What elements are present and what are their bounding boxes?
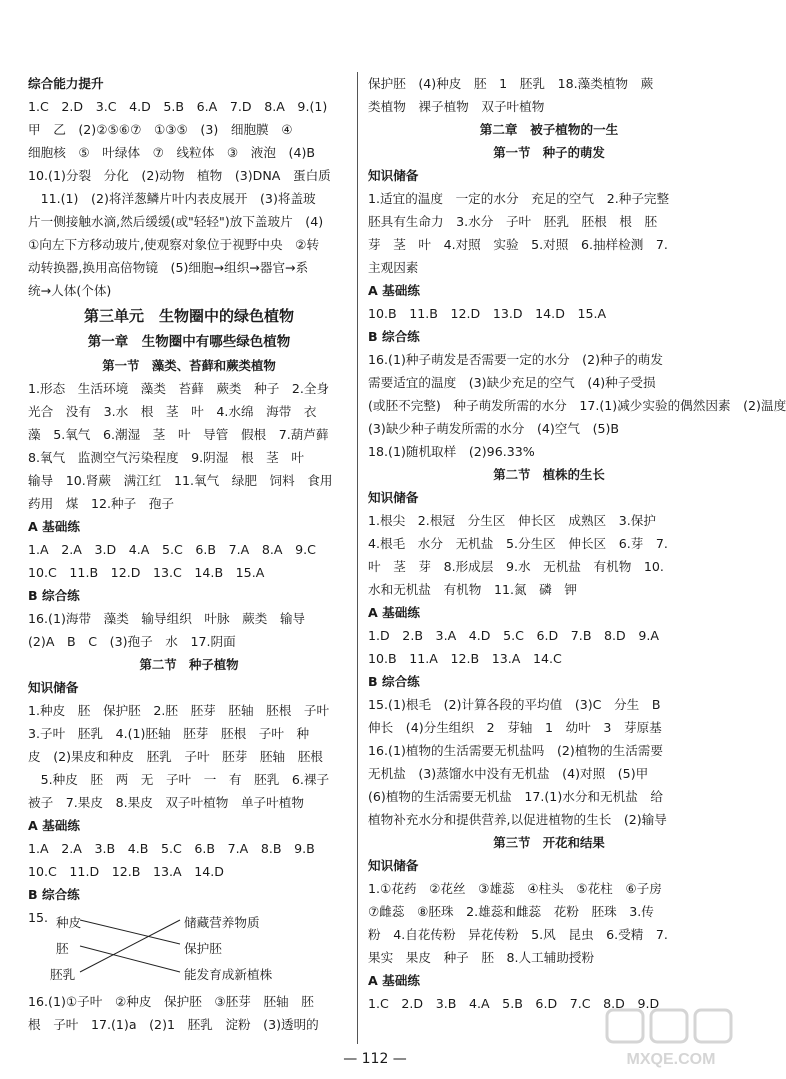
match-left-item: 胚乳 <box>50 967 76 982</box>
heading-knowledge: 知识储备 <box>28 680 79 695</box>
text-line: 动转换器,换用高倍物镜 (5)细胞→组织→器官→系 <box>28 260 309 275</box>
text-line: 1.C 2.D 3.B 4.A 5.B 6.D 7.C 8.D 9.D <box>368 996 660 1011</box>
text-line: 16.(1)植物的生活需要无机盐吗 (2)植物的生活需要 <box>368 743 663 758</box>
text-line: 皮 (2)果皮和种皮 胚乳 子叶 胚芽 胚轴 胚根 <box>28 749 323 764</box>
question-number: 15. <box>28 910 49 925</box>
text-line: 保护胚 (4)种皮 胚 1 胚乳 18.藻类植物 蕨 <box>368 76 654 91</box>
section-title: 第二节 植株的生长 <box>493 467 605 482</box>
right-column <box>368 72 786 1015</box>
heading-integrated-practice: B 综合练 <box>28 588 80 603</box>
match-left-item: 胚 <box>56 941 69 956</box>
text-line: (3)缺少种子萌发所需的水分 (4)空气 (5)B <box>368 421 620 436</box>
text-line: 细胞核 ⑤ 叶绿体 ⑦ 线粒体 ③ 液泡 (4)B <box>28 145 316 160</box>
heading-basic-practice: A 基础练 <box>368 973 420 988</box>
section-title: 第一节 藻类、苔藓和蕨类植物 <box>102 358 276 373</box>
left-column <box>28 72 350 1036</box>
text-line: 芽 茎 叶 4.对照 实验 5.对照 6.抽样检测 7. <box>368 237 668 252</box>
text-line: 水和无机盐 有机物 11.氮 磷 钾 <box>368 582 577 597</box>
text-line: 1.形态 生活环境 藻类 苔藓 蕨类 种子 2.全身 <box>28 381 330 396</box>
match-right-item: 储藏营养物质 <box>184 915 260 930</box>
match-line <box>80 920 180 972</box>
text-line: 胚具有生命力 3.水分 子叶 胚乳 胚根 根 胚 <box>368 214 658 229</box>
heading-comprehensive: 综合能力提升 <box>28 76 104 91</box>
page-number: — 112 — <box>343 1051 407 1067</box>
match-right-item: 能发育成新植株 <box>184 967 273 982</box>
text-line: 16.(1)①子叶 ②种皮 保护胚 ③胚芽 胚轴 胚 <box>28 994 314 1009</box>
text-line: 10.B 11.B 12.D 13.D 14.D 15.A <box>368 306 607 321</box>
text-line: 1.C 2.D 3.C 4.D 5.B 6.A 7.D 8.A 9.(1) <box>28 99 328 114</box>
text-line: 伸长 (4)分生组织 2 芽轴 1 幼叶 3 芽原基 <box>368 720 662 735</box>
text-line: 粉 4.自花传粉 异花传粉 5.风 昆虫 6.受精 7. <box>368 927 668 942</box>
heading-integrated-practice: B 综合练 <box>368 674 420 689</box>
text-line: 10.C 11.B 12.D 13.C 14.B 15.A <box>28 565 265 580</box>
chapter-title: 第一章 生物圈中有哪些绿色植物 <box>87 334 291 350</box>
text-line: 药用 煤 12.种子 孢子 <box>28 496 174 511</box>
text-line: ⑦雌蕊 ⑧胚珠 2.雄蕊和雌蕊 花粉 胚珠 3.传 <box>368 904 654 919</box>
text-line: 8.氧气 监测空气污染程度 9.阴湿 根 茎 叶 <box>28 450 304 465</box>
text-line: 果实 果皮 种子 胚 8.人工辅助授粉 <box>368 950 595 965</box>
text-line: 主观因素 <box>368 260 419 275</box>
text-line: 片一侧接触水滴,然后缓缓(或"轻轻")放下盖玻片 (4) <box>28 214 324 229</box>
unit-title: 第三单元 生物圈中的绿色植物 <box>83 307 294 325</box>
text-line: 统→人体(个体) <box>28 283 112 298</box>
text-line: 16.(1)种子萌发是否需要一定的水分 (2)种子的萌发 <box>368 352 663 367</box>
text-line: (2)A B C (3)孢子 水 17.阴面 <box>28 634 236 649</box>
match-left-item: 种皮 <box>56 915 82 930</box>
text-line: 无机盐 (3)蒸馏水中没有无机盐 (4)对照 (5)甲 <box>368 766 649 781</box>
match-line <box>80 946 180 972</box>
text-line: 16.(1)海带 藻类 输导组织 叶脉 蕨类 输导 <box>28 611 306 626</box>
text-line: 需要适宜的温度 (3)缺少充足的空气 (4)种子受损 <box>368 375 656 390</box>
text-line: 被子 7.果皮 8.果皮 双子叶植物 单子叶植物 <box>28 795 304 810</box>
column-divider <box>357 72 358 1044</box>
text-line: 光合 没有 3.水 根 茎 叶 4.水绵 海带 衣 <box>28 404 317 419</box>
text-line: (或胚不完整) 种子萌发所需的水分 17.(1)减少实验的偶然因素 (2)温度 <box>368 398 786 413</box>
text-line: 1.D 2.B 3.A 4.D 5.C 6.D 7.B 8.D 9.A <box>368 628 659 643</box>
heading-basic-practice: A 基础练 <box>368 283 420 298</box>
text-line: ①向左下方移动玻片,使观察对象位于视野中央 ②转 <box>28 237 320 252</box>
match-line <box>80 920 180 944</box>
heading-knowledge: 知识储备 <box>368 858 419 873</box>
answers-block-2 <box>28 377 350 515</box>
text-line: 1.A 2.A 3.D 4.A 5.C 6.B 7.A 8.A 9.C <box>28 542 316 557</box>
text-line: 4.根毛 水分 无机盐 5.分生区 伸长区 6.芽 7. <box>368 536 668 551</box>
text-line: 甲 乙 (2)②⑤⑥⑦ ①③⑤ (3) 细胞膜 ④ <box>28 122 293 137</box>
text-line: (6)植物的生活需要无机盐 17.(1)水分和无机盐 给 <box>368 789 663 804</box>
heading-basic-practice: A 基础练 <box>368 605 420 620</box>
heading-integrated-practice: B 综合练 <box>368 329 420 344</box>
text-line: 10.(1)分裂 分化 (2)动物 植物 (3)DNA 蛋白质 <box>28 168 331 183</box>
text-line: 1.适宜的温度 一定的水分 充足的空气 2.种子完整 <box>368 191 670 206</box>
section-title: 第三节 开花和结果 <box>493 835 605 850</box>
text-line: 3.子叶 胚乳 4.(1)胚轴 胚芽 胚根 子叶 种 <box>28 726 310 741</box>
matching-diagram <box>28 906 350 990</box>
text-line: 根 子叶 17.(1)a (2)1 胚乳 淀粉 (3)透明的 <box>28 1017 319 1032</box>
answers-block-1 <box>28 95 350 302</box>
chapter-title: 第二章 被子植物的一生 <box>479 122 619 137</box>
section-title: 第二节 种子植物 <box>139 657 239 672</box>
text-line: 藻 5.氧气 6.潮湿 茎 叶 导管 假根 7.葫芦藓 <box>28 427 329 442</box>
text-line: 类植物 裸子植物 双子叶植物 <box>368 99 545 114</box>
text-line: 1.种皮 胚 保护胚 2.胚 胚芽 胚轴 胚根 子叶 <box>28 703 330 718</box>
heading-knowledge: 知识储备 <box>368 168 419 183</box>
text-line: 1.A 2.A 3.B 4.B 5.C 6.B 7.A 8.B 9.B <box>28 841 315 856</box>
text-line: 10.B 11.A 12.B 13.A 14.C <box>368 651 562 666</box>
match-right-item: 保护胚 <box>184 941 222 956</box>
text-line: 10.C 11.D 12.B 13.A 14.D <box>28 864 224 879</box>
text-line: 18.(1)随机取样 (2)96.33% <box>368 444 535 459</box>
watermark-text: MXQE.COM <box>626 1051 716 1068</box>
heading-knowledge: 知识储备 <box>368 490 419 505</box>
heading-basic-practice: A 基础练 <box>28 519 80 534</box>
text-line: 5.种皮 胚 两 无 子叶 一 有 胚乳 6.裸子 <box>28 772 330 787</box>
text-line: 1.①花药 ②花丝 ③雄蕊 ④柱头 ⑤花柱 ⑥子房 <box>368 881 662 896</box>
text-line: 11.(1) (2)将洋葱鳞片叶内表皮展开 (3)将盖玻 <box>28 191 316 206</box>
text-line: 输导 10.肾蕨 满江红 11.氧气 绿肥 饲料 食用 <box>28 473 333 488</box>
heading-integrated-practice: B 综合练 <box>28 887 80 902</box>
text-line: 植物补充水分和提供营养,以促进植物的生长 (2)输导 <box>368 812 667 827</box>
text-line: 叶 茎 芽 8.形成层 9.水 无机盐 有机物 10. <box>368 559 664 574</box>
heading-basic-practice: A 基础练 <box>28 818 80 833</box>
text-line: 15.(1)根毛 (2)计算各段的平均值 (3)C 分生 B <box>368 697 661 712</box>
text-line: 1.根尖 2.根冠 分生区 伸长区 成熟区 3.保护 <box>368 513 656 528</box>
section-title: 第一节 种子的萌发 <box>493 145 605 160</box>
